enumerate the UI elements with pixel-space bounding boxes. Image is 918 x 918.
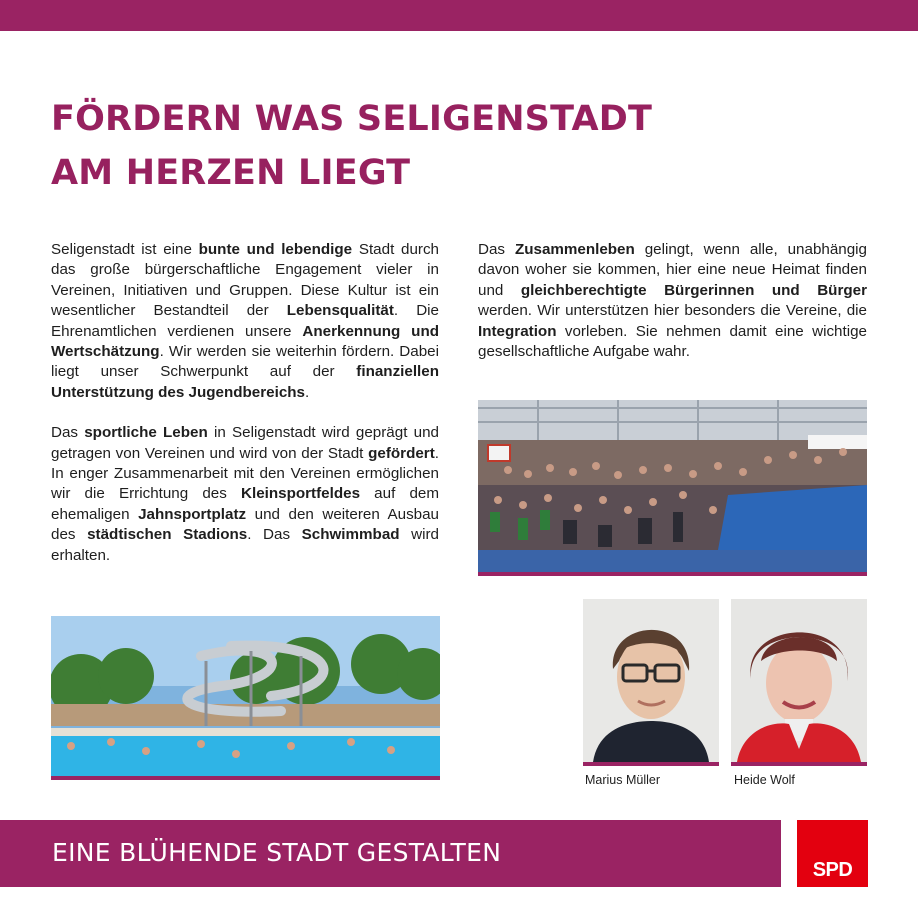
top-accent-bar: [0, 0, 918, 31]
paragraph-sports: Das sportliche Leben in Seligenstadt wird geprägt und getragen von Vereinen und wird von der Stadt gefördert. In enger Zusammenarbeit mit den Vereinen ermöglichen wir die Errichtung des Kleinsportfeldes auf dem ehemaligen Jahnsportplatz und den weiteren Ausbau des städtischen Stadions. Das Schwimmbad wird erhalten.: [51, 424, 440, 564]
paragraph-integration: Das Zusammenleben gelingt, wenn alle, unabhängig davon woher sie kommen, hier eine neue Heimat finden und gleichberechtigte Bürgerinnen und Bürger werden. Wir unterstützen hier besonders die Vereine, die Integration vorleben. Sie nehmen damit eine wichtige gesellschaftliche Aufgabe wahr.: [478, 241, 867, 361]
title-line-1: FÖRDERN WAS SELIGENSTADT: [51, 99, 653, 139]
spd-logo-text: SPD: [812, 859, 853, 881]
portrait-caption-2: Heide Wolf: [734, 773, 795, 787]
sports-hall-photo: [478, 400, 867, 576]
portrait-photo-heide-wolf: [731, 599, 867, 766]
page-title: [51, 92, 652, 200]
paragraph-associations: Seligenstadt ist eine bunte und lebendige Stadt durch das große bürgerschaftliche Engagement vieler in Vereinen, Initiativen und Gruppen. Diese Kultur ist ein wesentlicher Bestandteil der Lebensqualität. Die Ehrenamtlichen verdienen unsere Anerkennung und Wertschätzung. Wir werden sie weiterhin fördern. Dabei liegt unser Schwerpunkt auf der finanziellen Unterstützung des Jugendbereichs.: [51, 241, 440, 401]
footer-slogan: EINE BLÜHENDE STADT GESTALTEN: [52, 838, 502, 867]
swimming-pool-photo: [51, 616, 440, 780]
portrait-caption-1: Marius Müller: [585, 773, 661, 787]
portrait-photo-marius-mueller: [583, 599, 719, 766]
title-line-2: AM HERZEN LIEGT: [51, 153, 411, 193]
right-text-column: [478, 240, 867, 382]
spd-logo: [797, 820, 868, 887]
left-text-column: [51, 240, 439, 586]
